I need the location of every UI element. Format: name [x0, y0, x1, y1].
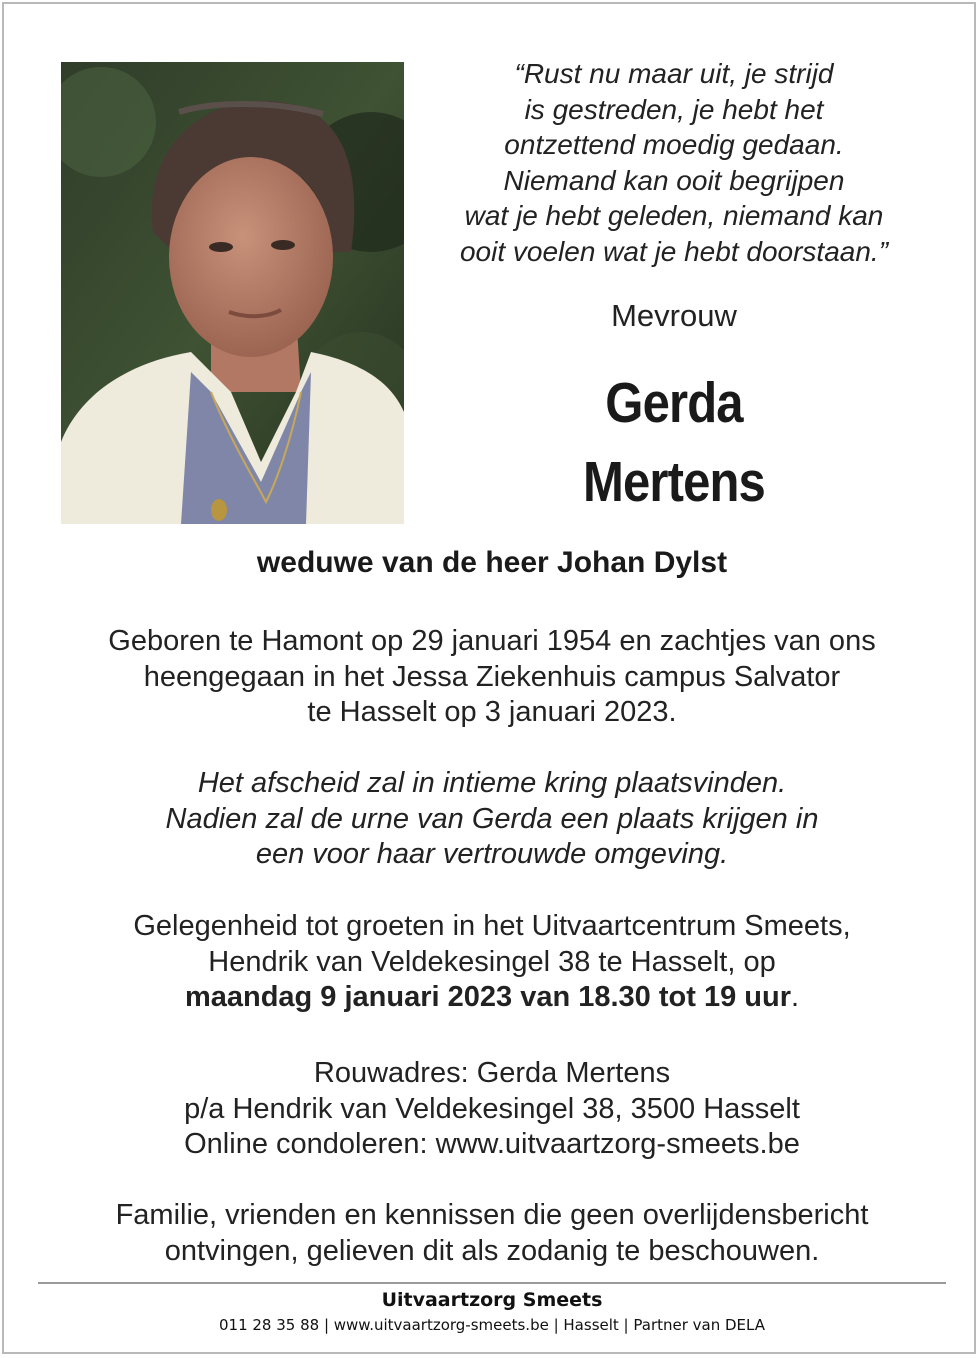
quote-line: Niemand kan ooit begrijpen [503, 164, 845, 196]
quote-line: “Rust nu maar uit, je strijd [514, 58, 834, 89]
paragraph-line: Familie, vrienden en kennissen die geen overlijdensbericht [115, 1199, 869, 1231]
paragraph-line: heengegaan in het Jessa Ziekenhuis campus Salvator [143, 660, 841, 693]
paragraph-line: Nadien zal de urne van Gerda een plaats krijgen in [165, 802, 819, 835]
portrait-photo [61, 62, 404, 524]
quote-line: wat je hebt geleden, niemand kan [464, 200, 884, 231]
paragraph-line: een voor haar vertrouwde omgeving. [255, 838, 729, 871]
family-note-paragraph [4, 1198, 980, 1269]
visitation-date-suffix: . [790, 981, 800, 1014]
obituary-card [2, 2, 976, 1354]
paragraph-line: Geboren te Hamont op 29 januari 1954 en zachtjes van ons [108, 625, 876, 657]
paragraph-line: Online condoleren: www.uitvaartzorg-smeets.be [184, 1128, 800, 1161]
paragraph-line: Hendrik van Veldekesingel 38 te Hasselt, op [208, 945, 776, 978]
first-name: Gerda [605, 371, 743, 435]
footer-company: Uitvaartzorg Smeets [381, 1289, 603, 1311]
paragraph-line: Het afscheid zal in intieme kring plaatsvinden. [197, 767, 787, 799]
footer-contact-info: 011 28 35 88 | www.uitvaartzorg-smeets.be | Hasselt | Partner van DELA [218, 1316, 765, 1334]
paragraph-line: te Hasselt op 3 januari 2023. [307, 696, 677, 729]
paragraph-line: Gelegenheid tot groeten in het Uitvaartcentrum Smeets, [133, 910, 851, 942]
honorific: Mevrouw [611, 298, 737, 333]
visitation-paragraph [4, 909, 980, 1016]
memorial-quote [414, 56, 934, 269]
spouse-line: weduwe van de heer Johan Dylst [256, 546, 728, 579]
quote-line: is gestreden, je hebt het [524, 93, 824, 125]
quote-line: ooit voelen wat je hebt doorstaan.” [459, 235, 889, 267]
address-paragraph [4, 1056, 980, 1163]
paragraph-line: Rouwadres: Gerda Mertens [313, 1057, 671, 1089]
quote-line: ontzettend moedig gedaan. [504, 129, 844, 160]
visitation-date-line [4, 980, 980, 1016]
paragraph-line: ontvingen, gelieven dit als zodanig te beschouwen. [164, 1234, 820, 1267]
paragraph-line: p/a Hendrik van Veldekesingel 38, 3500 Hasselt [184, 1092, 800, 1125]
footer-divider [38, 1282, 946, 1284]
visitation-date: maandag 9 januari 2023 van 18.30 tot 19 uur [184, 981, 791, 1014]
portrait-image [61, 62, 404, 524]
farewell-paragraph [4, 766, 980, 873]
birth-death-paragraph [4, 624, 980, 731]
last-name: Mertens [583, 450, 765, 514]
